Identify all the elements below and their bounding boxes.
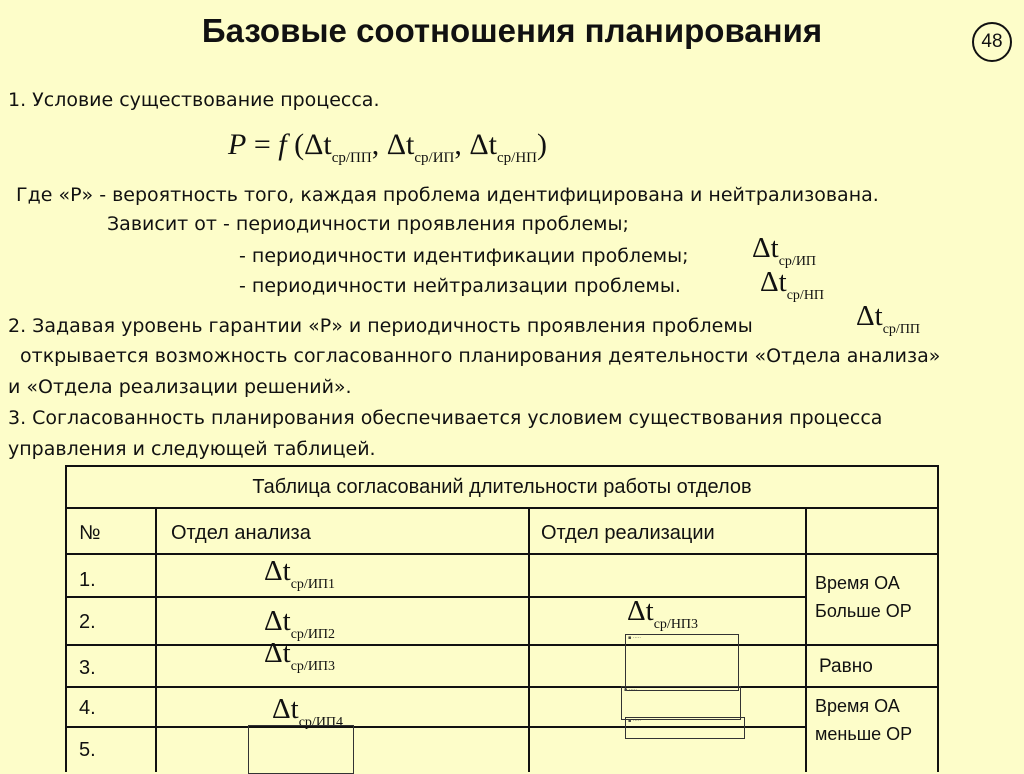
note-less: Время ОА меньше ОР (815, 696, 913, 744)
page-number-badge: 48 (972, 22, 1012, 62)
formula-sub-3: ср/НП (497, 150, 538, 166)
manif-symbol: $\Delta t_{ср/ПП}$ (856, 300, 921, 337)
analysis-symbol-4: $\Delta t_{ср/ИП4}$ (272, 693, 344, 730)
probability-formula (228, 128, 547, 167)
formula-sub-1: ср/ПП (331, 150, 372, 166)
placeholder-frame: ▪ ····· (621, 686, 741, 720)
header-analysis: Отдел анализа (171, 522, 311, 544)
formula-p: P (228, 128, 247, 161)
realization-symbol: $\Delta t_{ср/НП3}$ (627, 595, 699, 632)
table-vline (528, 509, 530, 772)
page-title: Базовые соотношения планирования (201, 12, 823, 49)
table-vline (805, 509, 807, 772)
placeholder-frame: ▪ ····· (625, 717, 745, 739)
formula-comma-2: , (454, 128, 462, 161)
header-number: № (79, 522, 101, 544)
analysis-symbol-3: $\Delta t_{ср/ИП3}$ (264, 637, 336, 674)
formula-sub-2: ср/ИП (414, 150, 455, 166)
formula-open: ( (294, 128, 305, 161)
row-number: 4. (79, 697, 96, 719)
placeholder-frame: ▪ ····· (625, 634, 739, 691)
formula-delta-1: Δt (304, 128, 332, 161)
coordination-table (65, 465, 939, 772)
formula-delta-2: Δt (386, 128, 415, 161)
row-number: 5. (79, 739, 96, 761)
text-line-9: 3. Согласованность планирования обеспечивается условием существования процесса (8, 407, 883, 429)
text-line-8: и «Отдела реализации решений». (8, 376, 352, 398)
note-greater: Время ОА Больше ОР (815, 573, 912, 621)
note-equal: Равно (819, 656, 873, 677)
formula-delta-3: Δt (469, 128, 498, 161)
text-line-7: открывается возможность согласованного планирования деятельности «Отдела анализа» (20, 345, 941, 367)
neutr-symbol: $\Delta t_{ср/НП}$ (760, 266, 825, 303)
text-line-3: Зависит от - периодичности проявления проблемы; (107, 213, 629, 235)
text-line-2: Где «Р» - вероятность того, каждая проблема идентифицирована и нейтрализована. (16, 184, 879, 206)
ident-symbol: $\Delta t_{ср/ИП}$ (752, 232, 817, 269)
text-line-5: - периодичности нейтрализации проблемы. (239, 275, 681, 297)
table-title: Таблица согласований длительности работы отделов (67, 467, 937, 509)
formula-comma-1: , (371, 128, 380, 161)
analysis-symbol-2: $\Delta t_{ср/ИП2}$ (264, 605, 336, 642)
formula-f: f (278, 128, 287, 161)
row-number: 3. (79, 657, 96, 679)
formula-close: ) (537, 128, 548, 161)
text-line-4: - периодичности идентификации проблемы; (239, 245, 689, 267)
formula-eq: = (253, 128, 271, 161)
text-line-1: 1. Условие существование процесса. (8, 89, 380, 111)
row-number: 2. (79, 611, 96, 633)
analysis-symbol-1: $\Delta t_{ср/ИП1}$ (264, 555, 336, 592)
table-vline (155, 509, 157, 772)
text-line-6: 2. Задавая уровень гарантии «Р» и периодичность проявления проблемы (8, 315, 753, 337)
text-line-10: управления и следующей таблицей. (8, 438, 376, 460)
row-number: 1. (79, 569, 96, 591)
header-realization: Отдел реализации (541, 522, 715, 544)
